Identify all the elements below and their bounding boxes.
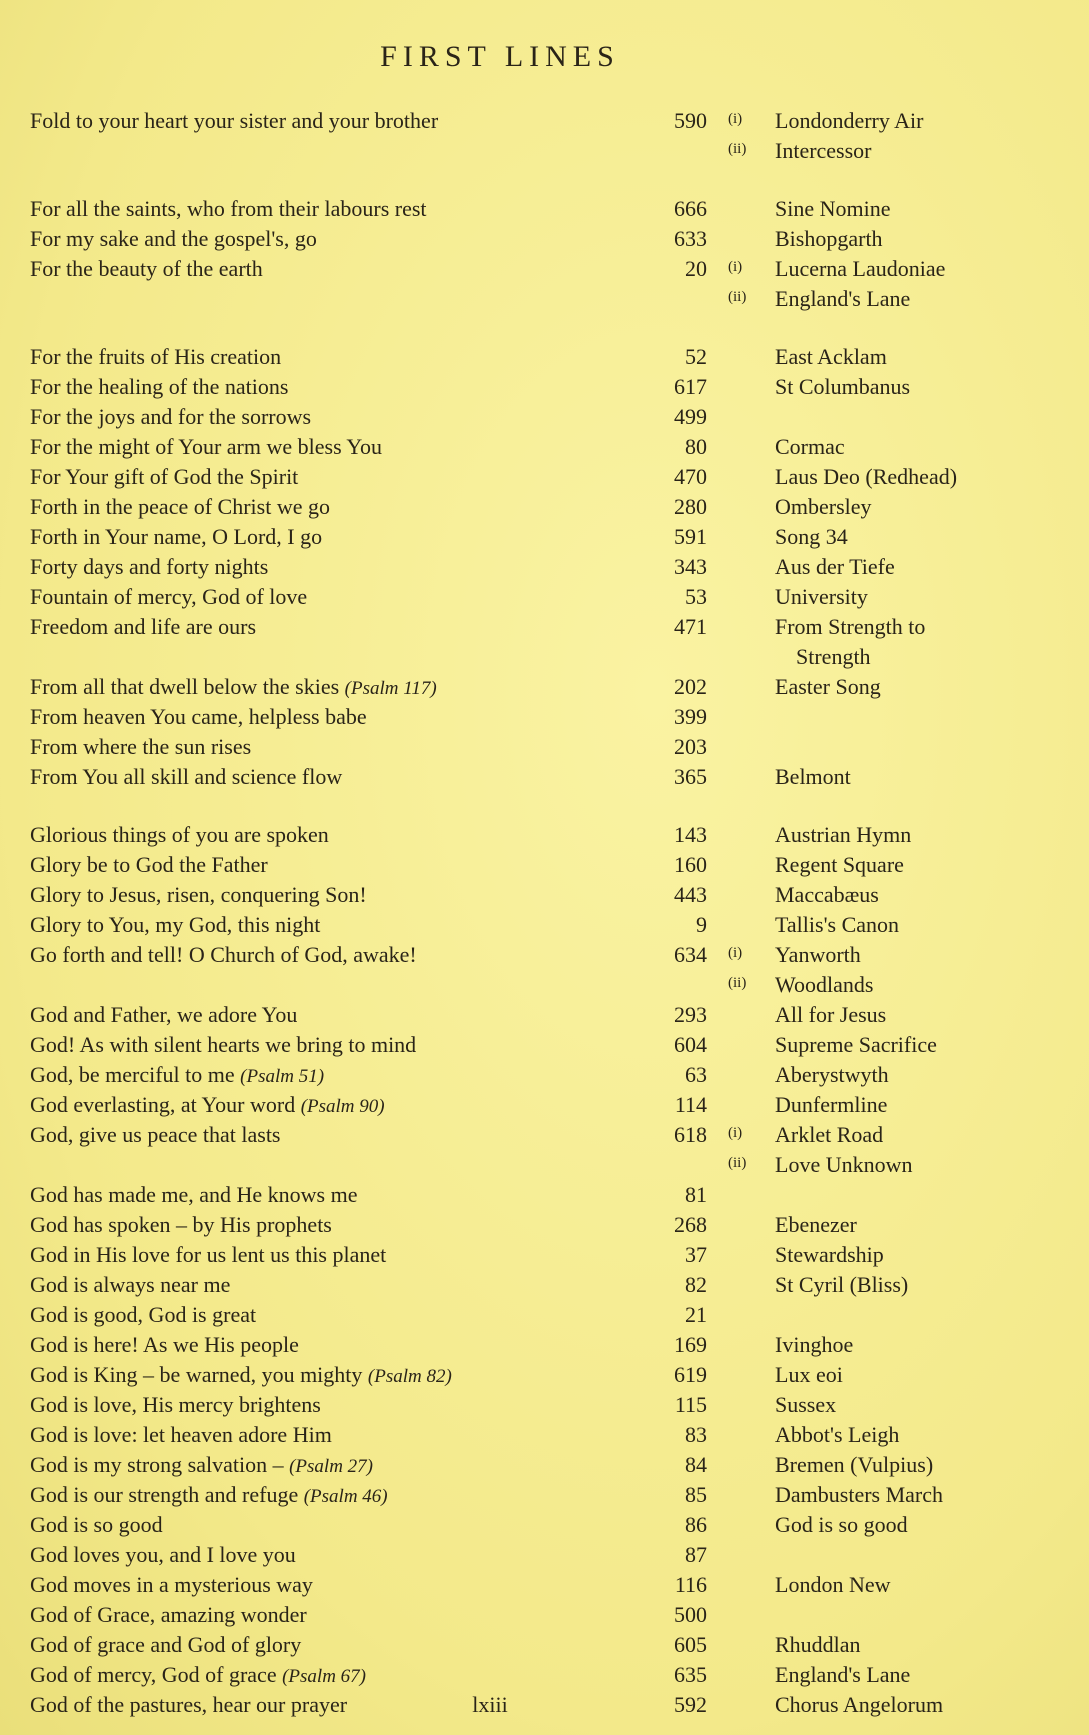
first-line (30, 674, 437, 700)
hymn-number: 160 (674, 852, 707, 877)
hymn-number: 82 (685, 1272, 707, 1297)
hymn-number: 618 (674, 1122, 707, 1147)
psalm-ref: (Psalm 46) (303, 1486, 388, 1507)
hymn-number: 84 (685, 1452, 707, 1477)
hymn-number: 87 (685, 1542, 707, 1567)
first-line-text: God everlasting, at Your word (30, 1092, 296, 1117)
hymn-number: 280 (674, 494, 707, 519)
index-entry (0, 286, 1089, 316)
tune-name: Cormac (775, 434, 845, 459)
first-line (30, 1482, 388, 1508)
first-line: Forth in Your name, O Lord, I go (30, 524, 323, 549)
index-entry (0, 972, 1089, 1002)
index-entry (0, 614, 1089, 674)
hymn-number: 114 (674, 1092, 707, 1117)
first-line (30, 1092, 385, 1118)
index-entry (0, 1422, 1089, 1452)
tune-name: Supreme Sacrifice (775, 1032, 937, 1057)
index-entry (0, 108, 1089, 138)
first-lines-list (0, 108, 1089, 1722)
index-entry (0, 1572, 1089, 1602)
tune-name: Sine Nomine (775, 196, 891, 221)
hymn-number: 605 (674, 1632, 707, 1657)
hymn-number: 169 (674, 1332, 707, 1357)
first-line: For the joys and for the sorrows (30, 404, 312, 429)
page-title: FIRST LINES (380, 40, 620, 73)
index-entry (0, 584, 1089, 614)
first-line: God and Father, we adore You (30, 1002, 298, 1027)
first-line: Forty days and forty nights (30, 554, 269, 579)
tune-name: Ivinghoe (775, 1332, 854, 1357)
tune-name: England's Lane (775, 1662, 911, 1687)
tune-name: Laus Deo (Redhead) (775, 464, 958, 489)
first-line: From where the sun rises (30, 734, 252, 759)
first-line: God is love, His mercy brightens (30, 1392, 321, 1417)
tune-name: Arklet Road (775, 1122, 884, 1147)
hymn-number: 635 (674, 1662, 707, 1687)
tune-name-continued: Strength (796, 644, 871, 669)
index-entry (0, 1632, 1089, 1662)
index-entry (0, 912, 1089, 942)
hymn-number: 619 (674, 1362, 707, 1387)
tune-name: Lucerna Laudoniae (775, 256, 946, 281)
first-line: Forth in the peace of Christ we go (30, 494, 330, 519)
tune-name: Tallis's Canon (775, 912, 900, 937)
index-entry (0, 1392, 1089, 1422)
hymn-number: 52 (685, 344, 707, 369)
index-entry (0, 1062, 1089, 1092)
hymn-number: 634 (674, 942, 707, 967)
index-entry (0, 942, 1089, 972)
hymn-number: 293 (674, 1002, 707, 1027)
first-line: For the beauty of the earth (30, 256, 263, 281)
tune-variant: (i) (728, 111, 743, 127)
index-entry (0, 1662, 1089, 1692)
tune-name: From Strength to (775, 614, 926, 639)
index-entry (0, 554, 1089, 584)
hymn-number: 85 (685, 1482, 707, 1507)
first-line (30, 1452, 373, 1478)
hymn-number: 9 (696, 912, 707, 937)
index-entry (0, 1242, 1089, 1272)
tune-name: St Cyril (Bliss) (775, 1272, 909, 1297)
hymn-number: 63 (685, 1062, 707, 1087)
first-line: God of grace and God of glory (30, 1632, 302, 1657)
tune-name: University (775, 584, 868, 609)
tune-name: East Acklam (775, 344, 887, 369)
tune-name: Regent Square (775, 852, 904, 877)
index-entry (0, 196, 1089, 226)
index-entry (0, 1452, 1089, 1482)
first-line: Glory to Jesus, risen, conquering Son! (30, 882, 367, 907)
index-entry (0, 434, 1089, 464)
tune-name: God is so good (775, 1512, 908, 1537)
index-entry (0, 674, 1089, 704)
tune-name: Dunfermline (775, 1092, 888, 1117)
tune-name: All for Jesus (775, 1002, 887, 1027)
first-line-text: God, be merciful to me (30, 1062, 235, 1087)
hymn-number: 116 (674, 1572, 707, 1597)
first-line: Freedom and life are ours (30, 614, 257, 639)
first-line: God is love: let heaven adore Him (30, 1422, 332, 1447)
index-entry (0, 374, 1089, 404)
index-entry (0, 1122, 1089, 1152)
tune-name: St Columbanus (775, 374, 911, 399)
index-entry (0, 882, 1089, 912)
first-line: God is good, God is great (30, 1302, 257, 1327)
psalm-ref: (Psalm 51) (240, 1066, 325, 1087)
tune-name: Yanworth (775, 942, 861, 967)
hymn-number: 592 (674, 1692, 707, 1717)
first-line: For all the saints, who from their labours rest (30, 196, 427, 221)
index-entry (0, 138, 1089, 168)
first-line: God of the pastures, hear our prayer (30, 1692, 348, 1717)
first-line: Fold to your heart your sister and your brother (30, 108, 439, 133)
index-entry (0, 734, 1089, 764)
tune-name: Dambusters March (775, 1482, 944, 1507)
first-line: Go forth and tell! O Church of God, awake! (30, 942, 417, 967)
hymn-number: 343 (674, 554, 707, 579)
first-line: For the healing of the nations (30, 374, 289, 399)
first-line: God moves in a mysterious way (30, 1572, 313, 1597)
tune-name: Woodlands (775, 972, 874, 997)
hymn-number: 86 (685, 1512, 707, 1537)
index-entry (0, 1602, 1089, 1632)
tune-name: Sussex (775, 1392, 837, 1417)
tune-name: London New (775, 1572, 891, 1597)
index-entry (0, 226, 1089, 256)
tune-name: Bishopgarth (775, 226, 883, 251)
first-line: God is always near me (30, 1272, 231, 1297)
tune-name: Love Unknown (775, 1152, 913, 1177)
tune-name: England's Lane (775, 286, 911, 311)
first-line-text: God is our strength and refuge (30, 1482, 299, 1507)
first-line: God in His love for us lent us this planet (30, 1242, 387, 1267)
first-line: God is here! As we His people (30, 1332, 299, 1357)
index-entry (0, 494, 1089, 524)
first-line (30, 1362, 452, 1388)
hymn-number: 268 (674, 1212, 707, 1237)
tune-variant: (i) (728, 1125, 743, 1141)
index-entry (0, 1002, 1089, 1032)
first-line (30, 1662, 366, 1688)
first-line: God of Grace, amazing wonder (30, 1602, 307, 1627)
hymn-number: 202 (674, 674, 707, 699)
index-entry (0, 852, 1089, 882)
tune-name: Easter Song (775, 674, 881, 699)
tune-variant: (ii) (728, 289, 747, 305)
tune-name: Lux eoi (775, 1362, 843, 1387)
hymn-number: 80 (685, 434, 707, 459)
tune-name: Song 34 (775, 524, 848, 549)
first-line: For the fruits of His creation (30, 344, 282, 369)
index-entry (0, 1182, 1089, 1212)
psalm-ref: (Psalm 117) (344, 678, 437, 699)
psalm-ref: (Psalm 27) (289, 1456, 374, 1477)
first-line: For the might of Your arm we bless You (30, 434, 383, 459)
hymn-number: 633 (674, 226, 707, 251)
index-entry (0, 256, 1089, 286)
tune-name: Chorus Angelorum (775, 1692, 944, 1717)
first-line: Glory to You, my God, this night (30, 912, 321, 937)
first-line: Glorious things of you are spoken (30, 822, 329, 847)
index-entry (0, 1152, 1089, 1182)
index-entry (0, 1512, 1089, 1542)
index-entry (0, 1482, 1089, 1512)
hymn-number: 591 (674, 524, 707, 549)
tune-variant: (ii) (728, 975, 747, 991)
index-entry (0, 1302, 1089, 1332)
index-entry (0, 464, 1089, 494)
tune-name: Rhuddlan (775, 1632, 861, 1657)
first-line: God is so good (30, 1512, 163, 1537)
hymn-number: 604 (674, 1032, 707, 1057)
index-entry (0, 704, 1089, 734)
index-entry (0, 1032, 1089, 1062)
first-line: For my sake and the gospel's, go (30, 226, 317, 251)
first-line-text: God is King – be warned, you mighty (30, 1362, 363, 1387)
index-entry (0, 1092, 1089, 1122)
first-line: God loves you, and I love you (30, 1542, 296, 1567)
hymn-number: 203 (674, 734, 707, 759)
index-entry (0, 1272, 1089, 1302)
tune-name: Ombersley (775, 494, 872, 519)
tune-name: Intercessor (775, 138, 872, 163)
hymn-number: 500 (674, 1602, 707, 1627)
page-number: lxiii (472, 1692, 508, 1717)
first-line: Fountain of mercy, God of love (30, 584, 308, 609)
psalm-ref: (Psalm 67) (282, 1666, 366, 1687)
index-entry (0, 822, 1089, 852)
first-line-text: God of mercy, God of grace (30, 1662, 277, 1687)
psalm-ref: (Psalm 90) (300, 1096, 385, 1117)
first-line (30, 1062, 324, 1088)
index-entry (0, 344, 1089, 374)
hymn-number: 21 (685, 1302, 707, 1327)
hymn-number: 470 (674, 464, 707, 489)
hymn-number: 666 (674, 196, 707, 221)
tune-name: Ebenezer (775, 1212, 857, 1237)
first-line: God has made me, and He knows me (30, 1182, 358, 1207)
tune-variant: (i) (728, 259, 743, 275)
tune-name: Abbot's Leigh (775, 1422, 900, 1447)
hymn-number: 443 (674, 882, 707, 907)
first-line: Glory be to God the Father (30, 852, 268, 877)
index-entry (0, 1212, 1089, 1242)
hymn-number: 365 (674, 764, 707, 789)
first-line: From heaven You came, helpless babe (30, 704, 367, 729)
first-line-text: God is my strong salvation – (30, 1452, 284, 1477)
hymn-number: 399 (674, 704, 707, 729)
index-entry (0, 1542, 1089, 1572)
index-entry (0, 404, 1089, 434)
hymn-number: 590 (674, 108, 707, 133)
hymn-number: 115 (674, 1392, 707, 1417)
tune-name: Aus der Tiefe (775, 554, 895, 579)
tune-name: Bremen (Vulpius) (775, 1452, 934, 1477)
hymn-number: 499 (674, 404, 707, 429)
hymn-number: 143 (674, 822, 707, 847)
tune-name: Aberystwyth (775, 1062, 889, 1087)
hymn-number: 83 (685, 1422, 707, 1447)
first-line: From You all skill and science flow (30, 764, 343, 789)
index-entry (0, 1362, 1089, 1392)
tune-variant: (ii) (728, 141, 747, 157)
tune-name: Maccabæus (775, 882, 879, 907)
index-entry (0, 1332, 1089, 1362)
first-line: For Your gift of God the Spirit (30, 464, 299, 489)
hymn-number: 20 (685, 256, 707, 281)
first-line: God has spoken – by His prophets (30, 1212, 332, 1237)
hymn-number: 53 (685, 584, 707, 609)
tune-name: Londonderry Air (775, 108, 924, 133)
first-line: God, give us peace that lasts (30, 1122, 281, 1147)
hymn-number: 617 (674, 374, 707, 399)
first-line-text: From all that dwell below the skies (30, 674, 340, 699)
hymn-number: 471 (674, 614, 707, 639)
tune-name: Belmont (775, 764, 851, 789)
index-entry (0, 524, 1089, 554)
tune-variant: (ii) (728, 1155, 747, 1171)
hymn-number: 37 (685, 1242, 707, 1267)
psalm-ref: (Psalm 82) (367, 1366, 452, 1387)
index-entry (0, 764, 1089, 794)
tune-name: Stewardship (775, 1242, 884, 1267)
hymn-number: 81 (685, 1182, 707, 1207)
tune-name: Austrian Hymn (775, 822, 912, 847)
first-line: God! As with silent hearts we bring to mind (30, 1032, 417, 1057)
tune-variant: (i) (728, 945, 743, 961)
